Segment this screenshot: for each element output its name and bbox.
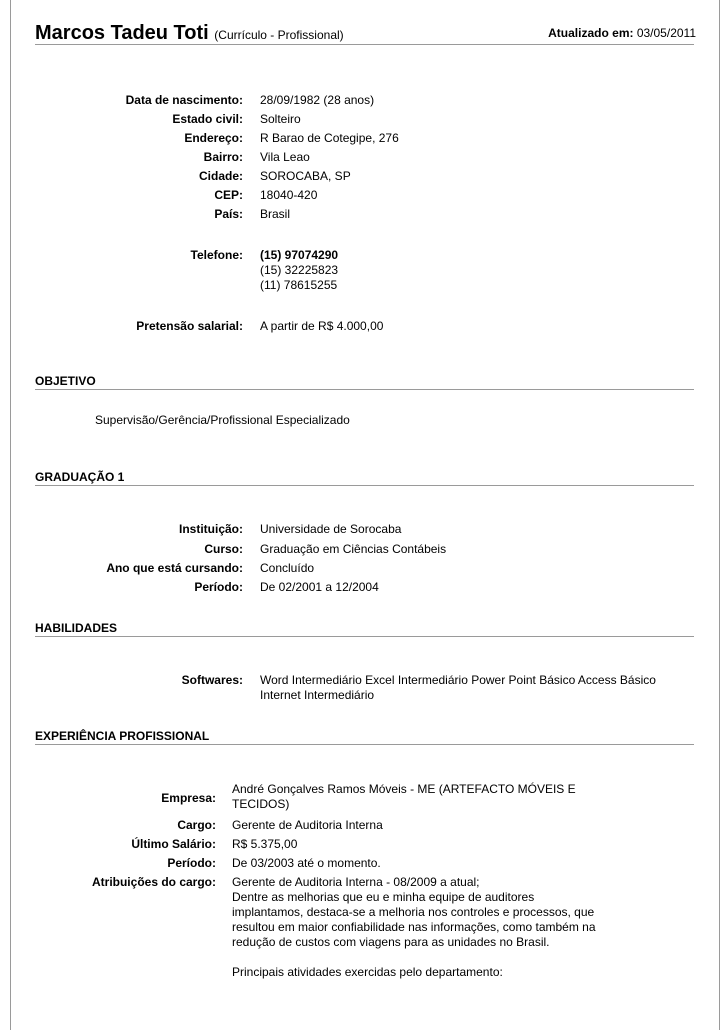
- field-label: Telefone:: [190, 248, 243, 262]
- field-label: Cargo:: [177, 818, 216, 832]
- field-value: Graduação em Ciências Contábeis: [260, 542, 447, 556]
- field-label: Estado civil:: [172, 112, 243, 126]
- field-value: Vila Leao: [260, 150, 310, 164]
- field-value: 28/09/1982 (28 anos): [260, 93, 375, 107]
- section-divider: [35, 744, 694, 745]
- header-divider: [35, 44, 694, 45]
- field-value: Universidade de Sorocaba: [260, 522, 402, 536]
- responsibilities-text: [232, 875, 607, 980]
- section-divider: [35, 636, 694, 637]
- field-label: Período:: [194, 580, 243, 594]
- responsibilities-activities: Principais atividades exercidas pelo departamento:: [232, 965, 503, 979]
- field-value: Word Intermediário Excel Intermediário Power Point Básico Access Básico Internet Intermediário: [260, 673, 656, 702]
- field-label: País:: [214, 207, 243, 221]
- phone-tertiary: (11) 78615255: [260, 278, 338, 292]
- field-label: Atribuições do cargo:: [91, 875, 216, 889]
- field-label: Empresa:: [161, 791, 216, 805]
- updated-date: [548, 26, 696, 40]
- field-value: Gerente de Auditoria Interna: [232, 818, 383, 832]
- section-title-experience: EXPERIÊNCIA PROFISSIONAL: [35, 729, 210, 743]
- field-label: Período:: [167, 856, 216, 870]
- updated-value: 03/05/2011: [636, 26, 696, 40]
- phone-secondary: (15) 32225823: [260, 263, 339, 277]
- field-label: Instituição:: [178, 522, 243, 536]
- candidate-name-text: Marcos Tadeu Toti: [35, 22, 209, 44]
- field-value: R$ 5.375,00: [232, 837, 298, 851]
- field-value: SOROCABA, SP: [260, 169, 351, 183]
- section-divider: [35, 389, 694, 390]
- field-value: Concluído: [260, 561, 315, 575]
- field-value: André Gonçalves Ramos Móveis - ME (ARTEFACTO MÓVEIS E TECIDOS): [232, 782, 576, 811]
- objective-text: Supervisão/Gerência/Profissional Especializado: [95, 413, 350, 427]
- field-label: Bairro:: [203, 150, 243, 164]
- field-value: De 03/2003 até o momento.: [232, 856, 381, 870]
- responsibilities-line: Gerente de Auditoria Interna - 08/2009 a atual;: [232, 875, 480, 889]
- field-label: Endereço:: [184, 131, 243, 145]
- section-divider: [35, 485, 694, 486]
- phone-list: [260, 248, 680, 293]
- section-title-skills: HABILIDADES: [35, 621, 118, 635]
- phone-primary: (15) 97074290: [260, 248, 339, 262]
- field-label: Ano que está cursando:: [106, 561, 243, 575]
- section-title-education: GRADUAÇÃO 1: [35, 470, 125, 484]
- field-value: 18040-420: [260, 188, 318, 202]
- field-value: A partir de R$ 4.000,00: [260, 319, 384, 333]
- field-label: Cidade:: [198, 169, 243, 183]
- field-label: Data de nascimento:: [125, 93, 243, 107]
- field-value: De 02/2001 a 12/2004: [260, 580, 379, 594]
- field-label: Pretensão salarial:: [136, 319, 243, 333]
- field-label: Softwares:: [181, 673, 243, 687]
- field-label: Curso:: [204, 542, 243, 556]
- section-title-objective: OBJETIVO: [35, 374, 96, 388]
- candidate-name: [35, 22, 344, 45]
- updated-label: Atualizado em:: [548, 26, 634, 40]
- field-label: Último Salário:: [131, 837, 216, 851]
- field-label: CEP:: [214, 188, 243, 202]
- field-value: Brasil: [260, 207, 291, 221]
- field-value: Solteiro: [260, 112, 301, 126]
- responsibilities-paragraph: Dentre as melhorias que eu e minha equipe de auditores implantamos, destaca-se a melhoria nos controles e processos, que resultou em maior confiabilidade nas informações, como também na redução de custos com viagens para as unidades no Brasil.: [232, 890, 596, 949]
- document-type: (Currículo - Profissional): [214, 28, 344, 42]
- field-value: R Barao de Cotegipe, 276: [260, 131, 399, 145]
